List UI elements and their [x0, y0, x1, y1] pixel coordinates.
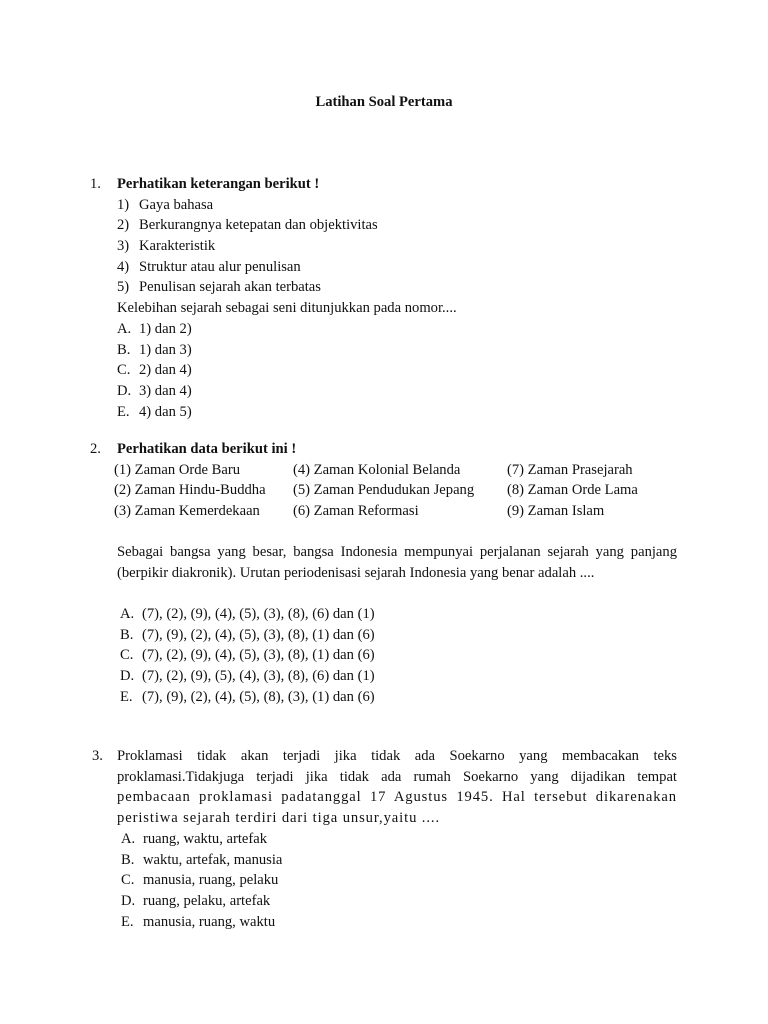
item-text: Penulisan sejarah akan terbatas: [139, 279, 321, 296]
question-text: [117, 746, 677, 829]
option-marker: E.: [120, 688, 133, 705]
item-text: Berkurangnya ketepatan dan objektivitas: [139, 217, 378, 234]
answer-option: [117, 319, 677, 340]
item-marker: 1): [117, 196, 130, 213]
option-marker: B.: [121, 851, 135, 868]
option-text: 3) dan 4): [139, 382, 192, 399]
option-text: (7), (9), (2), (4), (5), (3), (8), (1) dan (6): [142, 626, 375, 643]
answer-option: [121, 891, 681, 912]
question-line: proklamasi.Tidakjuga terjadi jika tidak ada rumah Soekarno yang dijadikan tempat: [117, 768, 677, 785]
table-row: [114, 480, 734, 501]
question-number: 1.: [90, 176, 101, 192]
question-line: (berpikir diakronik). Urutan periodenisasi sejarah Indonesia yang benar adalah ....: [117, 564, 595, 581]
table-cell: (9) Zaman Islam: [507, 503, 605, 520]
question-line: Proklamasi tidak akan terjadi jika tidak ada Soekarno yang membacakan teks: [117, 748, 677, 764]
option-marker: A.: [117, 320, 132, 337]
answer-option: [117, 402, 677, 423]
option-marker: D.: [120, 668, 135, 685]
answer-option: [121, 870, 681, 891]
period-table: [114, 460, 734, 522]
item-text: Gaya bahasa: [139, 196, 214, 213]
option-marker: B.: [120, 626, 134, 643]
question-body: [117, 174, 677, 422]
option-marker: C.: [117, 362, 131, 379]
table-cell: (7) Zaman Prasejarah: [507, 461, 633, 478]
option-text: 1) dan 3): [139, 341, 192, 358]
option-marker: A.: [121, 831, 136, 847]
option-marker: D.: [121, 893, 136, 910]
answer-option: [120, 645, 680, 666]
question-line: peristiwa sejarah terdiri dari tiga unsur,yaitu ....: [117, 810, 441, 827]
answer-option: [120, 666, 680, 687]
table-cell: (8) Zaman Orde Lama: [507, 482, 638, 499]
answer-option: [117, 360, 677, 381]
table-cell: (4) Zaman Kolonial Belanda: [293, 461, 461, 478]
question-text: [117, 542, 677, 583]
option-text: (7), (2), (9), (4), (5), (3), (8), (1) dan (6): [142, 647, 375, 664]
question-text: Kelebihan sejarah sebagai seni ditunjukkan pada nomor....: [117, 300, 457, 317]
table-cell: (1) Zaman Orde Baru: [114, 461, 241, 478]
question-prompt: Perhatikan keterangan berikut !: [117, 176, 320, 192]
option-text: (7), (2), (9), (5), (4), (3), (8), (6) dan (1): [142, 668, 375, 685]
question-number: 3.: [92, 748, 103, 764]
option-text: ruang, pelaku, artefak: [143, 893, 271, 910]
option-marker: E.: [117, 403, 130, 420]
answer-option: [121, 829, 681, 850]
list-item: [117, 257, 677, 278]
item-marker: 5): [117, 279, 130, 296]
answer-option: [121, 912, 681, 933]
page-title: Latihan Soal Pertama: [315, 94, 453, 110]
answer-options: [120, 604, 680, 707]
option-text: (7), (9), (2), (4), (5), (8), (3), (1) dan (6): [142, 688, 375, 705]
option-text: manusia, ruang, pelaku: [143, 872, 279, 889]
option-marker: A.: [120, 606, 135, 622]
option-marker: B.: [117, 341, 131, 358]
question-prompt: Perhatikan data berikut ini !: [117, 441, 297, 457]
option-text: ruang, waktu, artefak: [143, 831, 267, 847]
option-text: 2) dan 4): [139, 362, 192, 379]
option-marker: D.: [117, 382, 132, 399]
item-marker: 4): [117, 258, 130, 275]
question-line: pembacaan proklamasi padatanggal 17 Agustus 1945. Hal tersebut dikarenakan: [117, 789, 677, 806]
answer-option: [120, 604, 680, 625]
table-cell: (6) Zaman Reformasi: [293, 503, 419, 520]
option-text: manusia, ruang, waktu: [143, 913, 276, 930]
answer-option: [117, 381, 677, 402]
answer-option: [117, 340, 677, 361]
table-cell: (5) Zaman Pendudukan Jepang: [293, 482, 475, 499]
list-item: [117, 215, 677, 236]
table-cell: (2) Zaman Hindu-Buddha: [114, 482, 266, 499]
item-text: Struktur atau alur penulisan: [139, 258, 301, 275]
list-item: [117, 195, 677, 216]
option-text: 1) dan 2): [139, 320, 192, 337]
item-marker: 3): [117, 238, 130, 255]
answer-option: [120, 687, 680, 708]
question-number: 2.: [90, 441, 101, 457]
list-item: [117, 236, 677, 257]
answer-option: [120, 625, 680, 646]
option-text: waktu, artefak, manusia: [143, 851, 283, 868]
answer-options: [121, 829, 681, 932]
option-text: 4) dan 5): [139, 403, 192, 420]
table-row: [114, 460, 734, 481]
table-cell: (3) Zaman Kemerdekaan: [114, 503, 260, 520]
answer-option: [121, 850, 681, 871]
option-marker: E.: [121, 913, 134, 930]
item-marker: 2): [117, 217, 130, 234]
option-text: (7), (2), (9), (4), (5), (3), (8), (6) dan (1): [142, 606, 375, 622]
table-row: [114, 501, 734, 522]
question-body: [117, 439, 677, 460]
option-marker: C.: [120, 647, 134, 664]
list-item: [117, 277, 677, 298]
question-line: Sebagai bangsa yang besar, bangsa Indonesia mempunyai perjalanan sejarah yang panjang: [117, 544, 677, 560]
option-marker: C.: [121, 872, 135, 889]
item-text: Karakteristik: [139, 238, 216, 255]
